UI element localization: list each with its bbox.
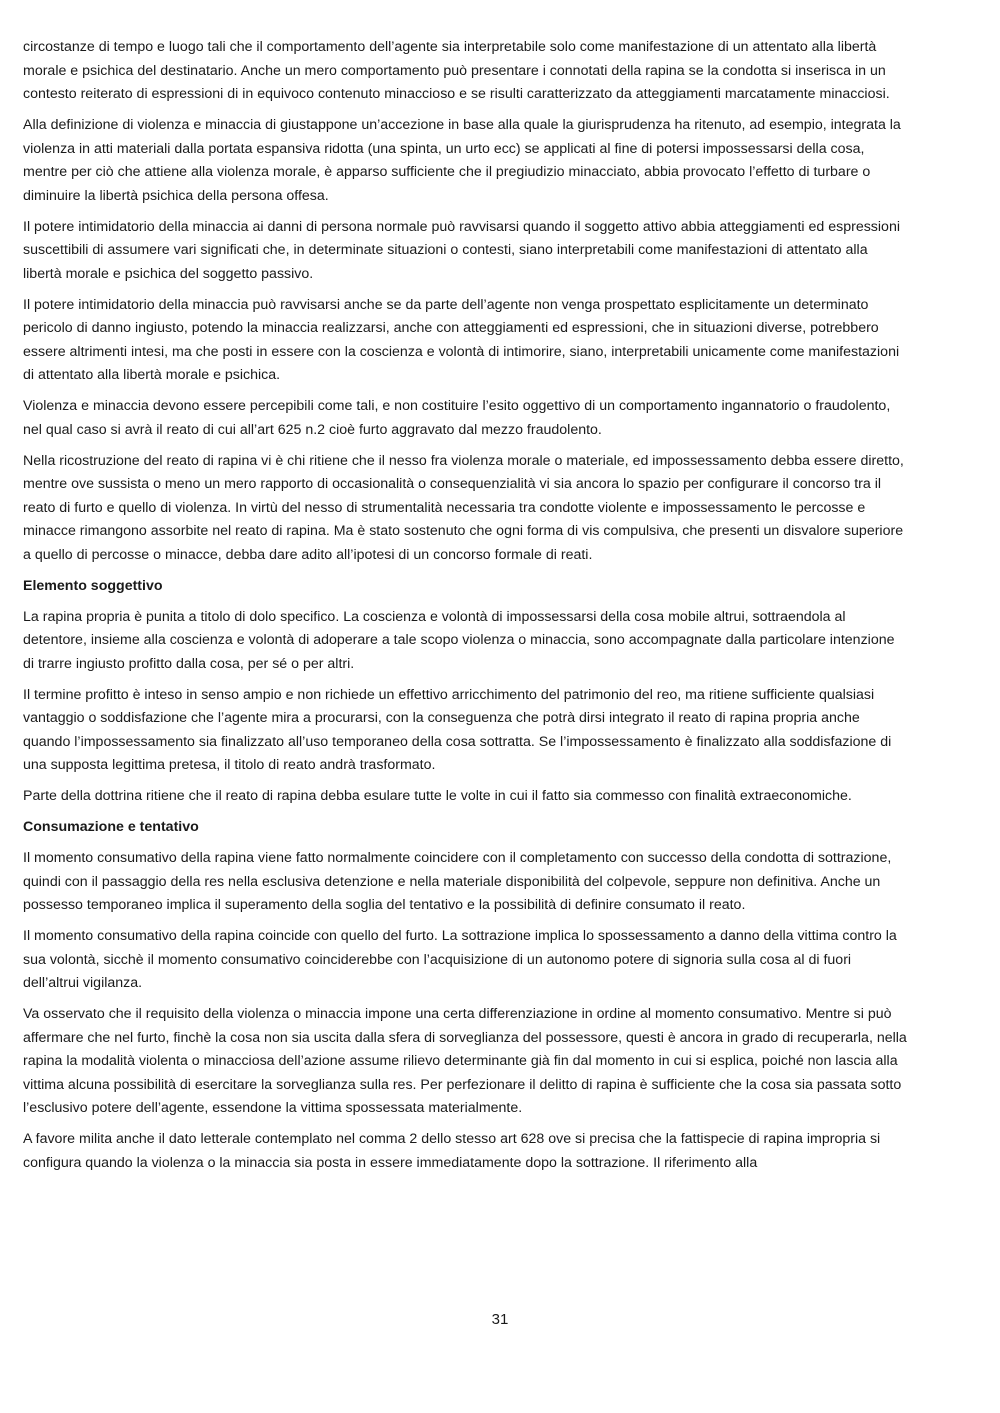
paragraph: Parte della dottrina ritiene che il reato di rapina debba esulare tutte le volte in cui il fatto sia commesso con finalità extraeconomiche. <box>23 788 852 804</box>
paragraph: La rapina propria è punita a titolo di dolo specifico. La coscienza e volontà di impossessarsi della cosa mobile altrui, sottraendola al detentore, insieme alla coscienza e volontà di adoperare a tale scopo violenza o minaccia, sono accompagnate dalla particolare intenzione di trarre ingiusto profitto dalla cosa, per sé o per altri. <box>23 608 895 672</box>
page-number: 31 <box>491 1311 509 1328</box>
paragraph: Il termine profitto è inteso in senso ampio e non richiede un effettivo arricchimento del patrimonio del reo, ma ritiene sufficiente qualsiasi vantaggio o soddisfazione che l’agente mira a procurarsi, con la conseguenza che potrà dirsi integrato il reato di rapina propria anche quando l’impossessamento sia finalizzato all’uso temporaneo della cosa sottratta. Se l’impossessamento è finalizzato alla soddisfazione di una supposta legittima pretesa, il titolo di reato andrà trasformato. <box>23 686 892 773</box>
section-heading-elemento-soggettivo: Elemento soggettivo <box>23 577 163 594</box>
paragraph: A favore milita anche il dato letterale contemplato nel comma 2 dello stesso art 628 ove si precisa che la fattispecie di rapina impropria si configura quando la violenza o la minaccia sia posta in essere immediatamente dopo la sottrazione. Il riferimento alla <box>23 1131 881 1171</box>
paragraph: circostanze di tempo e luogo tali che il comportamento dell’agente sia interpretabile solo come manifestazione di un attentato alla libertà morale e psichica del destinatario. Anche un mero comportamento può presentare i connotati della rapina se la condotta si inserisca in un contesto reiterato di espressioni di in equivoco contenuto minaccioso e se risulti caratterizzato da atteggiamenti marcatamente minacciosi. <box>23 39 890 102</box>
paragraph: Nella ricostruzione del reato di rapina vi è chi ritiene che il nesso fra violenza morale o materiale, ed impossessamento debba essere diretto, mentre ove sussista o meno un mero rapporto di occasionalità o consequenzialità vi sia ancora lo spazio per configurare il concorso tra il reato di furto e quello di violenza. In virtù del nesso di strumentalità necessaria tra condotte violente e impossessamento le percosse e minacce rimangono assorbite nel reato di rapina. Ma è stato sostenuto che ogni forma di vis compulsiva, che presenti un disvalore superiore a quello di percosse o minacce, debba dare adito all’ipotesi di un concorso formale di reati. <box>23 452 904 563</box>
paragraph: Violenza e minaccia devono essere percepibili come tali, e non costituire l’esito oggettivo di un comportamento ingannatorio o fraudolento, nel qual caso si avrà il reato di cui all’art 625 n.2 cioè furto aggravato dal mezzo fraudolento. <box>23 398 891 438</box>
paragraph: Alla definizione di violenza e minaccia di giustappone un’accezione in base alla quale la giurisprudenza ha ritenuto, ad esempio, integrata la violenza in atti materiali dalla portata espansiva ridotta (una spinta, un urto ecc) se applicati al fine di potersi impossessarsi della cosa, mentre per ciò che attiene alla violenza morale, è apparso sufficiente che il pregiudizio minacciato, abbia provocato l’effetto di turbare o diminuire la libertà psichica della persona offesa. <box>23 117 901 204</box>
section-heading-consumazione-tentativo: Consumazione e tentativo <box>23 819 199 835</box>
paragraph: Il potere intimidatorio della minaccia può ravvisarsi anche se da parte dell’agente non venga prospettato esplicitamente un determinato pericolo di danno ingiusto, potendo la minaccia realizzarsi, anche con atteggiamenti ed espressioni, che in situazioni diverse, potrebbero essere altrimenti intesi, ma che posti in essere con la coscienza e volontà di intimorire, siano, interpretabili unicamente come manifestazioni di attentato alla libertà morale e psichica. <box>23 296 900 383</box>
document-body <box>23 36 907 1183</box>
paragraph: Il potere intimidatorio della minaccia ai danni di persona normale può ravvisarsi quando il soggetto attivo abbia atteggiamenti ed espressioni suscettibili di assumere vari significati che, in determinate situazioni o contesti, siano interpretabili come manifestazioni di attentato alla libertà morale e psichica del soggetto passivo. <box>23 218 900 282</box>
paragraph: Il momento consumativo della rapina viene fatto normalmente coincidere con il completamento con successo della condotta di sottrazione, quindi con il passaggio della res nella esclusiva detenzione e nella materiale disponibilità del colpevole, seppure non definitiva. Anche un possesso temporaneo implica il superamento della soglia del tentativo e la possibilità di definire consumato il reato. <box>23 850 892 913</box>
paragraph: Va osservato che il requisito della violenza o minaccia impone una certa differenziazione in ordine al momento consumativo. Mentre si può affermare che nel furto, finchè la cosa non sia uscita dalla sfera di sorveglianza del possessore, questi è ancora in grado di recuperarla, nella rapina la modalità violenta o minacciosa dell’azione assume rilievo determinante già fin dal momento in cui si esplica, poiché non lascia alla vittima alcuna possibilità di esercitare la sorveglianza sulla res. Per perfezionare il delitto di rapina è sufficiente che la cosa sia passata sotto l’esclusivo potere dell’agente, essendone la vittima spossessata materialmente. <box>23 1006 907 1116</box>
paragraph: Il momento consumativo della rapina coincide con quello del furto. La sottrazione implica lo spossessamento a danno della vittima contro la sua volontà, sicchè il momento consumativo coinciderebbe con l’acquisizione di un autonomo potere di signoria sulla cosa al di fuori dell’altrui vigilanza. <box>23 928 897 991</box>
